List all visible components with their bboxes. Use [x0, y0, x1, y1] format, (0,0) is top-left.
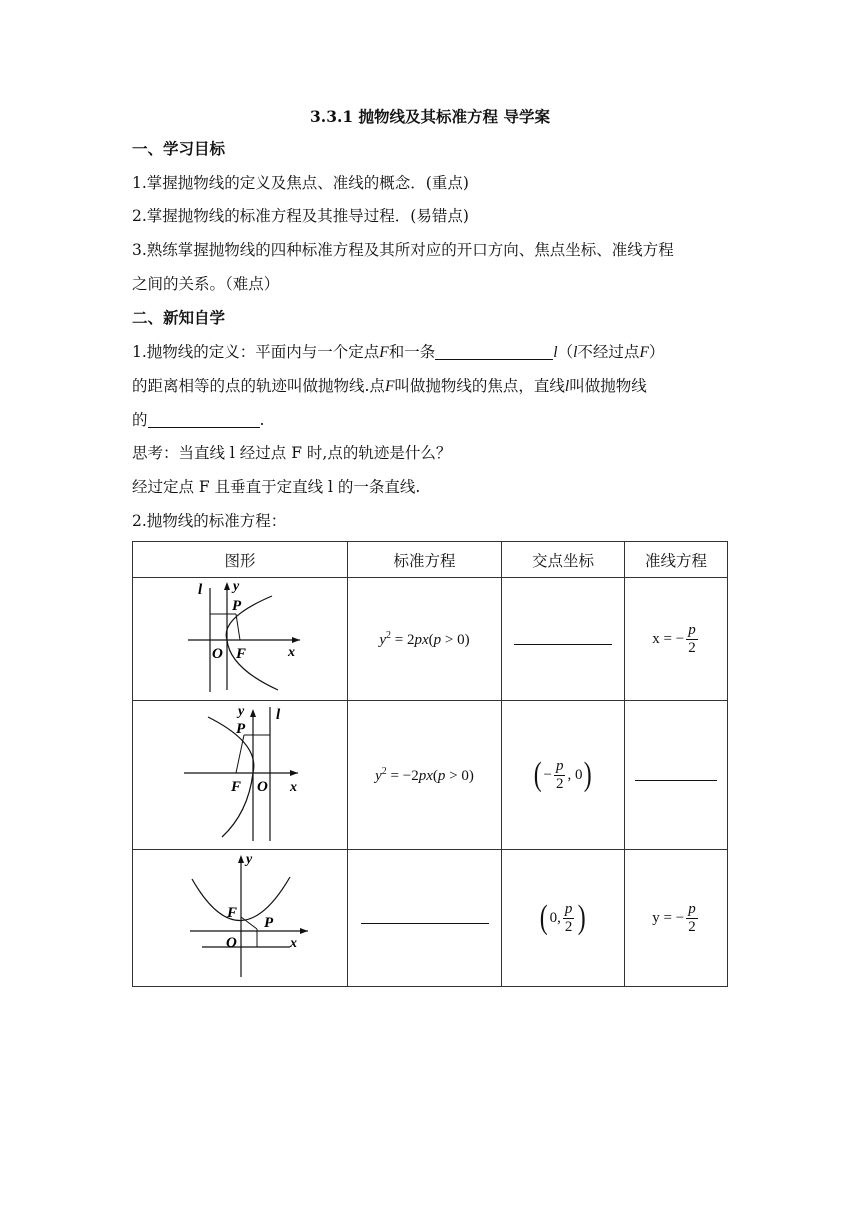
- x-axis-arrow: [292, 637, 300, 643]
- header-directrix: 准线方程: [625, 542, 728, 578]
- label-P: P: [264, 915, 274, 931]
- focus-cell: [502, 850, 625, 987]
- label-y: y: [233, 579, 240, 594]
- definition-text: 的: [132, 411, 148, 429]
- fraction: [686, 622, 698, 657]
- parabola-up-graph: [140, 851, 340, 981]
- section-heading-goals: 一、学习目标: [132, 139, 226, 158]
- math-token: 0,: [549, 909, 561, 926]
- label-O: O: [226, 935, 237, 951]
- fraction-numerator: p: [688, 900, 696, 917]
- definition-text: 1.抛物线的定义：平面内与一个定点: [132, 343, 380, 361]
- math-token: −: [543, 766, 552, 783]
- math-token: > 0): [441, 631, 470, 648]
- directrix-cell: [625, 850, 728, 987]
- math-token: px: [418, 767, 433, 784]
- graph-cell: [133, 578, 348, 701]
- label-F: F: [236, 646, 247, 662]
- fill-blank[interactable]: [148, 410, 260, 428]
- label-y: y: [246, 852, 253, 867]
- math-token: x = −: [652, 630, 685, 647]
- table-row: [133, 850, 728, 987]
- math-token: 2: [386, 629, 392, 641]
- x-axis-arrow: [290, 770, 298, 776]
- section-heading-self-study: 二、新知自学: [132, 308, 226, 327]
- focus-cell: [502, 701, 625, 850]
- math-token: y: [379, 631, 387, 648]
- graph-cell: [133, 701, 348, 850]
- goal-1: 1.掌握抛物线的定义及焦点、准线的概念．(重点): [132, 174, 469, 192]
- fill-blank[interactable]: [361, 923, 489, 924]
- label-x: x: [288, 645, 295, 660]
- think-answer: 经过定点 F 且垂直于定直线 l 的一条直线.: [132, 478, 421, 496]
- definition-line-2: [132, 375, 732, 398]
- var-F: F: [639, 344, 649, 361]
- equation-cell: [348, 850, 502, 987]
- right-paren: ): [584, 756, 593, 793]
- fraction-denominator: 2: [688, 639, 696, 656]
- label-x: x: [290, 936, 297, 951]
- label-O: O: [212, 646, 223, 662]
- definition-line-1: [132, 341, 732, 364]
- table-row: [133, 701, 728, 850]
- y-axis-arrow: [250, 709, 256, 717]
- think-question: 思考：当直线 l 经过点 F 时,点的轨迹是什么？: [132, 444, 452, 462]
- fraction-denominator: 2: [688, 918, 696, 935]
- fraction-denominator: 2: [564, 918, 573, 935]
- directrix-cell: [625, 578, 728, 701]
- goal-3-line-1: 3.熟练掌握抛物线的四种标准方程及其所对应的开口方向、焦点坐标、准线方程: [132, 241, 674, 259]
- definition-text: （: [557, 343, 574, 361]
- label-l: l: [276, 707, 281, 723]
- table-intro: 2.抛物线的标准方程：: [132, 512, 287, 530]
- fraction: [563, 901, 575, 936]
- table-row: [133, 578, 728, 701]
- fraction: [554, 758, 566, 793]
- math-token: , 0: [567, 766, 583, 783]
- header-equation: 标准方程: [348, 542, 502, 578]
- header-focus: 交点坐标: [502, 542, 625, 578]
- graph-cell: [133, 850, 348, 987]
- definition-text: 和一条: [388, 343, 436, 361]
- var-l: l: [564, 378, 570, 395]
- header-graph: 图形: [133, 542, 348, 578]
- left-paren: (: [539, 899, 548, 936]
- var-F: F: [379, 344, 389, 361]
- fraction-denominator: 2: [555, 775, 564, 792]
- definition-text: .: [259, 411, 265, 429]
- var-l: l: [553, 344, 558, 361]
- math-token: = 2: [391, 631, 415, 648]
- definition-text: 叫做抛物线的焦点，直线: [394, 377, 565, 395]
- definition-text: ）: [648, 343, 665, 361]
- fill-blank[interactable]: [435, 342, 553, 360]
- label-F: F: [227, 905, 238, 921]
- math-token: y: [375, 767, 382, 784]
- math-token: = −2: [386, 767, 419, 784]
- left-paren: (: [533, 756, 542, 793]
- right-paren: ): [578, 899, 587, 936]
- table-header-row: [133, 542, 728, 578]
- var-F: F: [384, 378, 395, 395]
- math-token: 2: [381, 765, 387, 777]
- math-token: (: [428, 631, 434, 648]
- label-P: P: [232, 598, 242, 614]
- standard-equation-table: [132, 541, 728, 987]
- fraction-numerator: p: [555, 757, 564, 774]
- math-token: (: [432, 767, 438, 784]
- goal-3-line-2: 之间的关系。（难点）: [132, 275, 280, 293]
- label-l: l: [198, 582, 203, 598]
- var-l: l: [573, 344, 578, 361]
- focus-cell: [502, 578, 625, 701]
- math-token: px: [414, 631, 429, 648]
- fraction-numerator: p: [688, 621, 696, 638]
- definition-text: 的距离相等的点的轨迹叫做抛物线.点: [132, 377, 385, 395]
- goal-2: 2.掌握抛物线的标准方程及其推导过程．(易错点): [132, 207, 469, 225]
- fraction-numerator: p: [564, 900, 573, 917]
- definition-text: 叫做抛物线: [569, 377, 647, 395]
- label-F: F: [231, 779, 242, 795]
- label-O: O: [257, 779, 268, 795]
- equation-cell: [348, 701, 502, 850]
- fraction: [686, 901, 698, 936]
- parabola-right-graph: [140, 578, 340, 696]
- focus-segment: [236, 735, 244, 773]
- definition-text: 不经过点: [577, 343, 640, 361]
- fill-blank[interactable]: [514, 644, 612, 645]
- focus-segment: [236, 614, 240, 640]
- directrix-cell: [625, 701, 728, 850]
- x-axis-arrow: [300, 928, 308, 934]
- y-axis-arrow: [224, 582, 230, 590]
- label-P: P: [236, 721, 246, 737]
- label-x: x: [290, 780, 297, 795]
- definition-line-3: [132, 409, 732, 431]
- y-axis-arrow: [238, 855, 244, 863]
- label-y: y: [238, 704, 245, 719]
- math-token: y = −: [652, 909, 685, 926]
- parabola-left-graph: [140, 703, 340, 843]
- fill-blank[interactable]: [635, 780, 717, 781]
- math-token: > 0): [445, 767, 474, 784]
- page-title: 3.3.1 抛物线及其标准方程 导学案: [310, 107, 550, 126]
- equation-cell: [348, 578, 502, 701]
- math-token: p: [437, 767, 446, 784]
- math-token: p: [433, 631, 442, 648]
